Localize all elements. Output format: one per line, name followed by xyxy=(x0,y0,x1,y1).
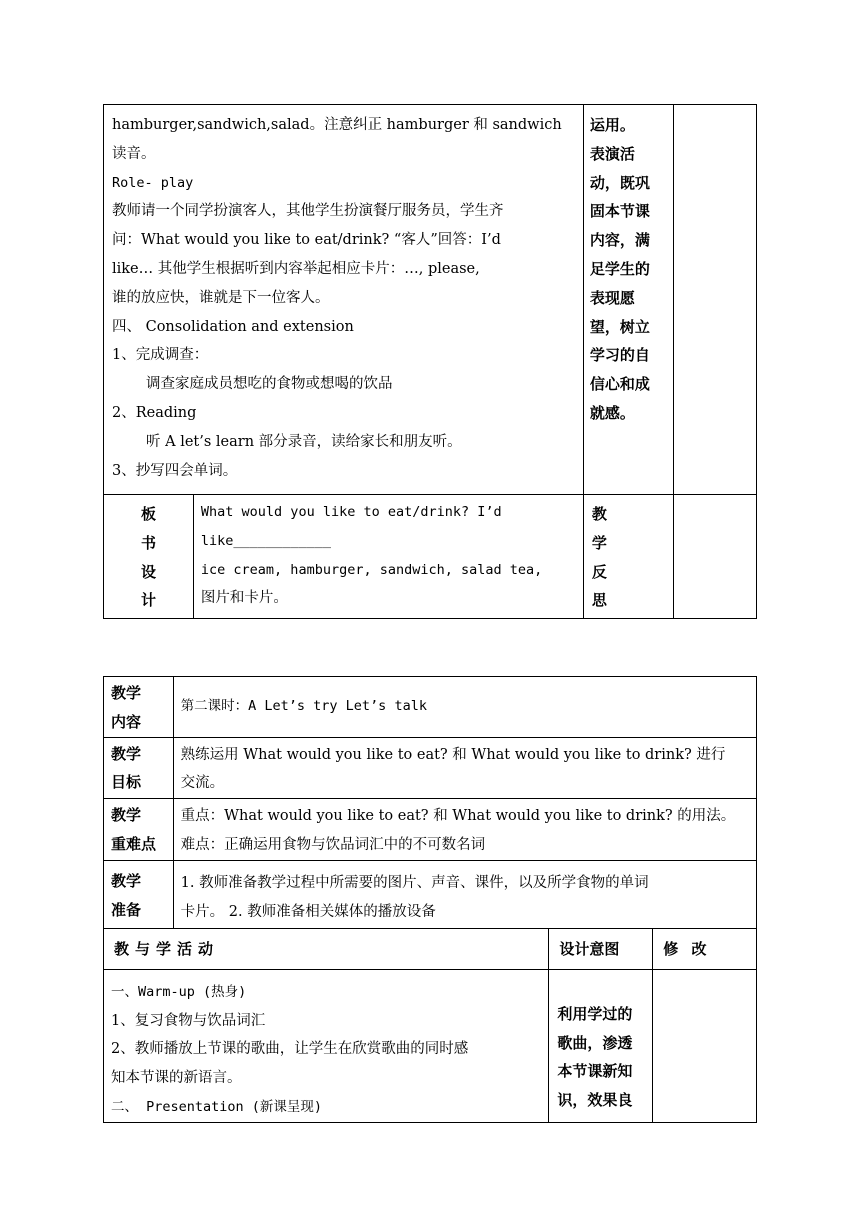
design-intent-cell-2 xyxy=(549,969,653,1122)
content-label: 教学 内容 xyxy=(104,677,174,738)
design-line: 利用学过的 xyxy=(557,1004,633,1023)
activity-line: 一、Warm-up (热身) xyxy=(111,983,247,1000)
preparation-cell xyxy=(173,860,756,928)
activity-header: 教与学活动 xyxy=(104,928,549,969)
board-design-label: 板 书 设 计 xyxy=(104,495,194,619)
goal-cell xyxy=(173,737,756,799)
revision-cell xyxy=(673,105,756,495)
key-points-cell xyxy=(173,799,756,861)
content-text: 第二课时：A Let’s try Let’s talk xyxy=(180,698,427,715)
process-line: 听 A let’s learn 部分录音，读给家长和朋友听。 xyxy=(146,433,462,450)
activity-line: 2、教师播放上节课的歌曲，让学生在欣赏歌曲的同时感 xyxy=(111,1041,469,1058)
design-line: 表演活 xyxy=(589,144,635,163)
process-line: 四、 Consolidation and extension xyxy=(112,318,354,335)
activity-cell xyxy=(104,969,549,1122)
design-line: 运用。 xyxy=(589,116,635,134)
preparation-label: 教学 准备 xyxy=(104,860,174,928)
revision-header: 修 改 xyxy=(653,928,757,969)
goal-line: 熟练运用 What would you like to eat? 和 What would you like to drink? 进行 xyxy=(180,746,726,763)
process-line: 3、抄写四会单词。 xyxy=(112,462,238,479)
process-line: hamburger,sandwich,salad。注意纠正 hamburger 和 sandwich xyxy=(112,117,562,133)
board-design-content xyxy=(193,495,583,619)
design-line: 表现愿 xyxy=(589,288,635,307)
board-line: 图片和卡片。 xyxy=(200,590,288,607)
design-line: 识，效果良 xyxy=(557,1091,633,1110)
board-line: What would you like to eat/drink? I’d xyxy=(200,504,502,520)
lesson-table-continued xyxy=(103,104,757,619)
activity-line: 1、复习食物与饮品词汇 xyxy=(111,1012,266,1029)
process-line: Role- play xyxy=(112,174,194,191)
goal-line: 交流。 xyxy=(180,775,225,792)
reflection-content xyxy=(673,495,756,619)
key-points-label: 教学 重难点 xyxy=(104,799,174,861)
process-line: 谁的放应快，谁就是下一位客人。 xyxy=(112,289,330,306)
activity-line: 二、 Presentation (新课呈现) xyxy=(111,1098,323,1115)
board-line: ice cream, hamburger, sandwich, salad tea, xyxy=(200,561,543,578)
design-line: 内容，满 xyxy=(589,231,650,250)
process-line: like… 其他学生根据听到内容举起相应卡片：…, please, xyxy=(112,260,480,277)
revision-cell-2 xyxy=(653,969,757,1122)
process-line: 问：What would you like to eat/drink? “客人”回答：I’d xyxy=(112,232,501,249)
content-cell xyxy=(173,677,756,738)
key-line: 重点：What would you like to eat? 和 What would you like to drink? 的用法。 xyxy=(180,808,736,825)
process-line: 教师请一个同学扮演客人，其他学生扮演餐厅服务员，学生齐 xyxy=(112,203,504,220)
board-line: like____________ xyxy=(200,532,331,549)
design-line: 就感。 xyxy=(589,403,635,422)
process-line: 1、完成调查： xyxy=(112,347,209,364)
prep-line: 卡片。 2. 教师准备相关媒体的播放设备 xyxy=(180,903,436,920)
design-line: 信心和成 xyxy=(589,375,650,394)
reflection-label: 教 学 反 思 xyxy=(583,495,673,619)
key-line: 难点：正确运用食物与饮品词汇中的不可数名词 xyxy=(180,836,486,853)
process-line: 读音。 xyxy=(112,145,156,162)
activity-line: 知本节课的新语言。 xyxy=(111,1070,242,1087)
goal-label: 教学 目标 xyxy=(104,737,174,799)
lesson-table-second xyxy=(103,676,757,1123)
design-line: 学习的自 xyxy=(589,346,650,365)
process-cell xyxy=(104,105,584,495)
process-line: 2、Reading xyxy=(112,404,197,421)
design-line: 固本节课 xyxy=(589,202,650,221)
design-line: 动，既巩 xyxy=(589,173,650,192)
design-intent-header: 设计意图 xyxy=(549,928,653,969)
process-line: 调查家庭成员想吃的食物或想喝的饮品 xyxy=(146,376,393,393)
design-line: 望，树立 xyxy=(589,317,650,336)
design-intent-cell xyxy=(583,105,673,495)
design-line: 歌曲，渗透 xyxy=(557,1033,633,1052)
design-line: 本节课新知 xyxy=(557,1062,633,1081)
design-line: 足学生的 xyxy=(589,259,650,278)
prep-line: 1. 教师准备教学过程中所需要的图片、声音、课件，以及所学食物的单词 xyxy=(180,874,649,891)
